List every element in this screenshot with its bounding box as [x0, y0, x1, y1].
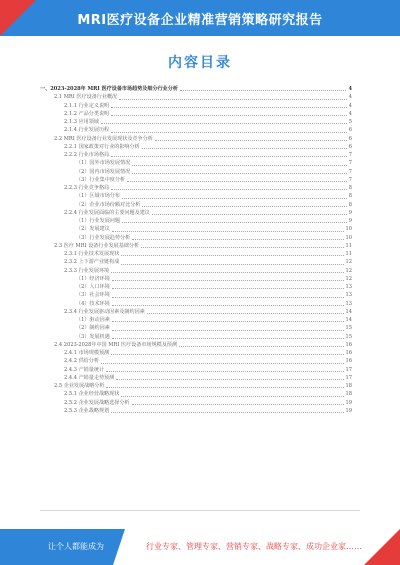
toc-entry-page: 6	[348, 143, 352, 150]
toc-entry-label: 2.1.1 行业定义说明	[64, 102, 110, 109]
toc-entry-page: 15	[345, 333, 352, 340]
toc-entry-page: 19	[345, 407, 352, 414]
toc-leader-dots	[106, 371, 343, 372]
toc-entry-label: （3）行业集中度分析	[76, 176, 126, 183]
toc-leader-dots	[112, 288, 344, 289]
toc-entry-page: 8	[348, 193, 352, 200]
toc-entry-label: 2.1.2 产品分类说明	[64, 110, 110, 117]
toc-entry[interactable]	[40, 300, 352, 308]
toc-entry[interactable]	[40, 159, 352, 167]
toc-entry-label: 2.4.3 产销量统计	[64, 366, 105, 373]
toc-entry-page: 13	[345, 292, 352, 299]
footer-red-corner	[364, 529, 400, 565]
toc-leader-dots	[132, 239, 343, 240]
toc-entry[interactable]	[40, 93, 352, 101]
toc-entry-page: 14	[345, 308, 352, 315]
toc-entry-page: 14	[345, 317, 352, 323]
toc-leader-dots	[111, 115, 347, 116]
toc-leader-dots	[111, 107, 347, 108]
toc-leader-dots	[111, 132, 347, 133]
toc-leader-dots	[179, 346, 344, 347]
toc-leader-dots	[106, 387, 343, 388]
toc-entry-page: 6	[348, 127, 352, 134]
toc-entry-page: 18	[345, 383, 352, 389]
table-of-contents	[40, 85, 352, 415]
toc-entry-label: 2.2.4 行业发展面临的主要问题及建议	[64, 209, 150, 216]
toc-entry-label: （3）行业发展趋势分析	[76, 234, 131, 241]
footer-divider	[40, 510, 360, 511]
toc-leader-dots	[152, 214, 347, 215]
toc-leader-dots	[116, 379, 343, 380]
toc-entry[interactable]	[40, 192, 352, 200]
toc-entry[interactable]	[40, 316, 352, 324]
toc-leader-dots	[147, 313, 344, 314]
toc-leader-dots	[112, 321, 344, 322]
toc-heading: 内容目录	[168, 55, 232, 71]
toc-entry-page: 16	[345, 358, 352, 365]
toc-entry[interactable]	[40, 291, 352, 299]
toc-entry[interactable]	[40, 184, 352, 192]
toc-entry[interactable]	[40, 234, 352, 242]
toc-entry-page: 7	[348, 152, 352, 158]
toc-entry[interactable]	[40, 382, 352, 390]
toc-leader-dots	[119, 99, 347, 100]
toc-entry-label: 2.5 企业发展战略分析	[54, 383, 105, 389]
toc-leader-dots	[111, 156, 347, 157]
toc-entry-label: 一、2023-2028年 MRI 医疗设备市场趋势及细分行业分析	[40, 86, 178, 92]
toc-entry-label: （1）国外市场发展情况	[76, 160, 131, 167]
toc-entry-page: 7	[348, 168, 352, 175]
toc-entry[interactable]	[40, 333, 352, 341]
toc-leader-dots	[142, 206, 346, 207]
toc-leader-dots	[111, 354, 343, 355]
footer-slogan-right: 行业专家、管理专家、营销专家、战略专家、成功企业家……	[146, 542, 362, 551]
toc-leader-dots	[111, 189, 347, 190]
toc-entry-label: 2.5.3 企业战略规划	[64, 407, 110, 414]
toc-entry-page: 8	[348, 201, 352, 208]
toc-entry-page: 11	[345, 251, 352, 257]
toc-entry[interactable]	[40, 341, 352, 349]
toc-entry-page: 17	[345, 374, 352, 381]
toc-entry-label: 2.5.1 企业经营战略现状	[64, 391, 120, 398]
toc-entry-label: 2.1.3 应用领域	[64, 119, 99, 125]
toc-entry[interactable]	[40, 374, 352, 382]
toc-entry-label: （1）驱动因素	[76, 317, 110, 323]
toc-entry[interactable]	[40, 118, 352, 126]
toc-leader-dots	[121, 255, 343, 256]
toc-entry[interactable]	[40, 267, 352, 275]
toc-leader-dots	[132, 173, 347, 174]
toc-entry-label: （3）发展机遇	[76, 333, 110, 340]
toc-entry-label: （2）发展建议	[76, 226, 110, 233]
toc-entry-label: 2.3 医疗 MRI 设备行业发展基础分析	[54, 242, 140, 249]
toc-entry[interactable]	[40, 176, 352, 184]
toc-entry[interactable]	[40, 225, 352, 233]
toc-leader-dots	[142, 148, 347, 149]
toc-entry-label: （3）社会环境	[76, 292, 110, 299]
toc-entry-page: 16	[345, 341, 352, 348]
toc-entry[interactable]	[40, 308, 352, 316]
toc-entry[interactable]	[40, 324, 352, 332]
toc-entry[interactable]	[40, 168, 352, 176]
toc-entry[interactable]	[40, 135, 352, 143]
toc-entry-page: 9	[348, 209, 352, 216]
toc-entry[interactable]	[40, 366, 352, 374]
header-banner	[0, 0, 400, 36]
toc-entry-label: （4）技术环境	[76, 300, 110, 307]
toc-entry-page: 7	[348, 176, 352, 183]
toc-entry-page: 8	[348, 185, 352, 191]
toc-leader-dots	[112, 297, 344, 298]
toc-entry-page: 17	[345, 366, 352, 373]
toc-entry[interactable]	[40, 258, 352, 266]
toc-leader-dots	[180, 90, 346, 91]
toc-entry-page: 6	[348, 135, 352, 142]
toc-entry-label: 2.3.2 上下游产业链构成	[64, 259, 120, 266]
toc-entry[interactable]	[40, 209, 352, 217]
toc-entry-page: 4	[348, 86, 352, 92]
toc-leader-dots	[101, 363, 344, 364]
toc-entry-page: 12	[345, 267, 352, 274]
toc-entry-page: 18	[345, 391, 352, 398]
toc-leader-dots	[122, 222, 347, 223]
toc-entry-label: 2.1 MRI 医疗设备行业概况	[54, 94, 118, 101]
footer-banner	[0, 529, 400, 565]
toc-entry-page: 11	[345, 242, 352, 249]
toc-entry[interactable]	[40, 85, 352, 93]
toc-leader-dots	[112, 280, 344, 281]
report-title: MRI医疗设备企业精准营销策略研究报告	[77, 13, 323, 28]
toc-entry-label: （1）行业发展问题	[76, 218, 120, 224]
toc-entry[interactable]	[40, 357, 352, 365]
toc-entry[interactable]	[40, 126, 352, 134]
toc-entry-label: 2.2.1 国家政策对行业的影响分析	[64, 143, 140, 150]
toc-leader-dots	[112, 330, 344, 331]
toc-leader-dots	[121, 396, 343, 397]
toc-entry[interactable]	[40, 250, 352, 258]
toc-entry[interactable]	[40, 143, 352, 151]
toc-entry-page: 12	[345, 275, 352, 282]
toc-leader-dots	[111, 272, 343, 273]
toc-entry-label: 2.4.1 市场规模预测	[64, 350, 110, 356]
toc-entry-page: 10	[345, 226, 352, 233]
footer-diagonal	[113, 529, 125, 565]
toc-entry-page: 10	[345, 234, 352, 241]
toc-entry-label: （1）区域市场分布	[76, 193, 120, 200]
toc-entry-label: 2.4 2023-2028年中国 MRI 医疗设备市场规模及预测	[54, 341, 177, 348]
toc-entry-label: 2.3.1 行业技术发展现状	[64, 251, 120, 257]
toc-entry[interactable]	[40, 217, 352, 225]
toc-leader-dots	[127, 181, 347, 182]
toc-entry[interactable]	[40, 102, 352, 110]
toc-entry-page: 4	[348, 102, 352, 109]
footer-slogan-left: 让个人都能成为	[48, 542, 104, 551]
toc-entry-label: 2.3.3 行业发展环境	[64, 267, 110, 274]
toc-leader-dots	[111, 412, 343, 413]
toc-entry[interactable]	[40, 349, 352, 357]
toc-entry-page: 15	[345, 325, 352, 332]
toc-leader-dots	[112, 231, 344, 232]
toc-entry-label: 2.4.4 产销量走势预测	[64, 374, 115, 381]
toc-leader-dots	[101, 123, 347, 124]
toc-leader-dots	[155, 140, 347, 141]
toc-entry[interactable]	[40, 399, 352, 407]
toc-leader-dots	[122, 198, 347, 199]
toc-entry-label: 2.4.2 供给分析	[64, 358, 99, 365]
toc-entry[interactable]	[40, 201, 352, 209]
toc-entry[interactable]	[40, 390, 352, 398]
toc-entry[interactable]	[40, 275, 352, 283]
toc-entry[interactable]	[40, 151, 352, 159]
toc-entry-page: 5	[348, 119, 352, 125]
toc-entry[interactable]	[40, 283, 352, 291]
toc-entry-label: （2）制约因素	[76, 325, 110, 332]
toc-entry[interactable]	[40, 242, 352, 250]
toc-entry-page: 7	[348, 160, 352, 167]
toc-entry-label: 2.2.2 行业市场格局	[64, 152, 110, 158]
toc-leader-dots	[121, 264, 343, 265]
toc-entry-page: 13	[345, 284, 352, 290]
toc-entry-page: 9	[348, 218, 352, 224]
toc-entry-label: 2.2 MRI 医疗设备行业发展现状及竞争分析	[54, 135, 153, 142]
toc-leader-dots	[132, 404, 344, 405]
toc-entry-page: 4	[348, 110, 352, 117]
toc-entry-label: （1）经济环境	[76, 275, 110, 282]
toc-entry-label: （2）国内市场发展情况	[76, 168, 131, 175]
toc-entry-label: （2）企业市场份额对比分析	[76, 201, 141, 208]
toc-entry[interactable]	[40, 407, 352, 415]
toc-entry-label: 2.1.4 行业发展历程	[64, 127, 110, 134]
toc-entry-label: 2.2.3 行业竞争格局	[64, 185, 110, 191]
toc-entry-label: 2.3.4 行业发展驱动因素及制约因素	[64, 308, 145, 315]
toc-leader-dots	[112, 305, 344, 306]
toc-entry-page: 13	[345, 300, 352, 307]
toc-entry-label: 2.5.2 企业发展战略选择分析	[64, 399, 130, 406]
toc-leader-dots	[112, 338, 344, 339]
toc-entry-page: 4	[348, 94, 352, 101]
toc-entry-page: 12	[345, 259, 352, 266]
toc-entry[interactable]	[40, 110, 352, 118]
toc-leader-dots	[132, 165, 347, 166]
toc-leader-dots	[141, 247, 343, 248]
toc-entry-page: 19	[345, 399, 352, 406]
toc-entry-page: 16	[345, 350, 352, 356]
toc-entry-label: （2）人口环境	[76, 284, 110, 290]
